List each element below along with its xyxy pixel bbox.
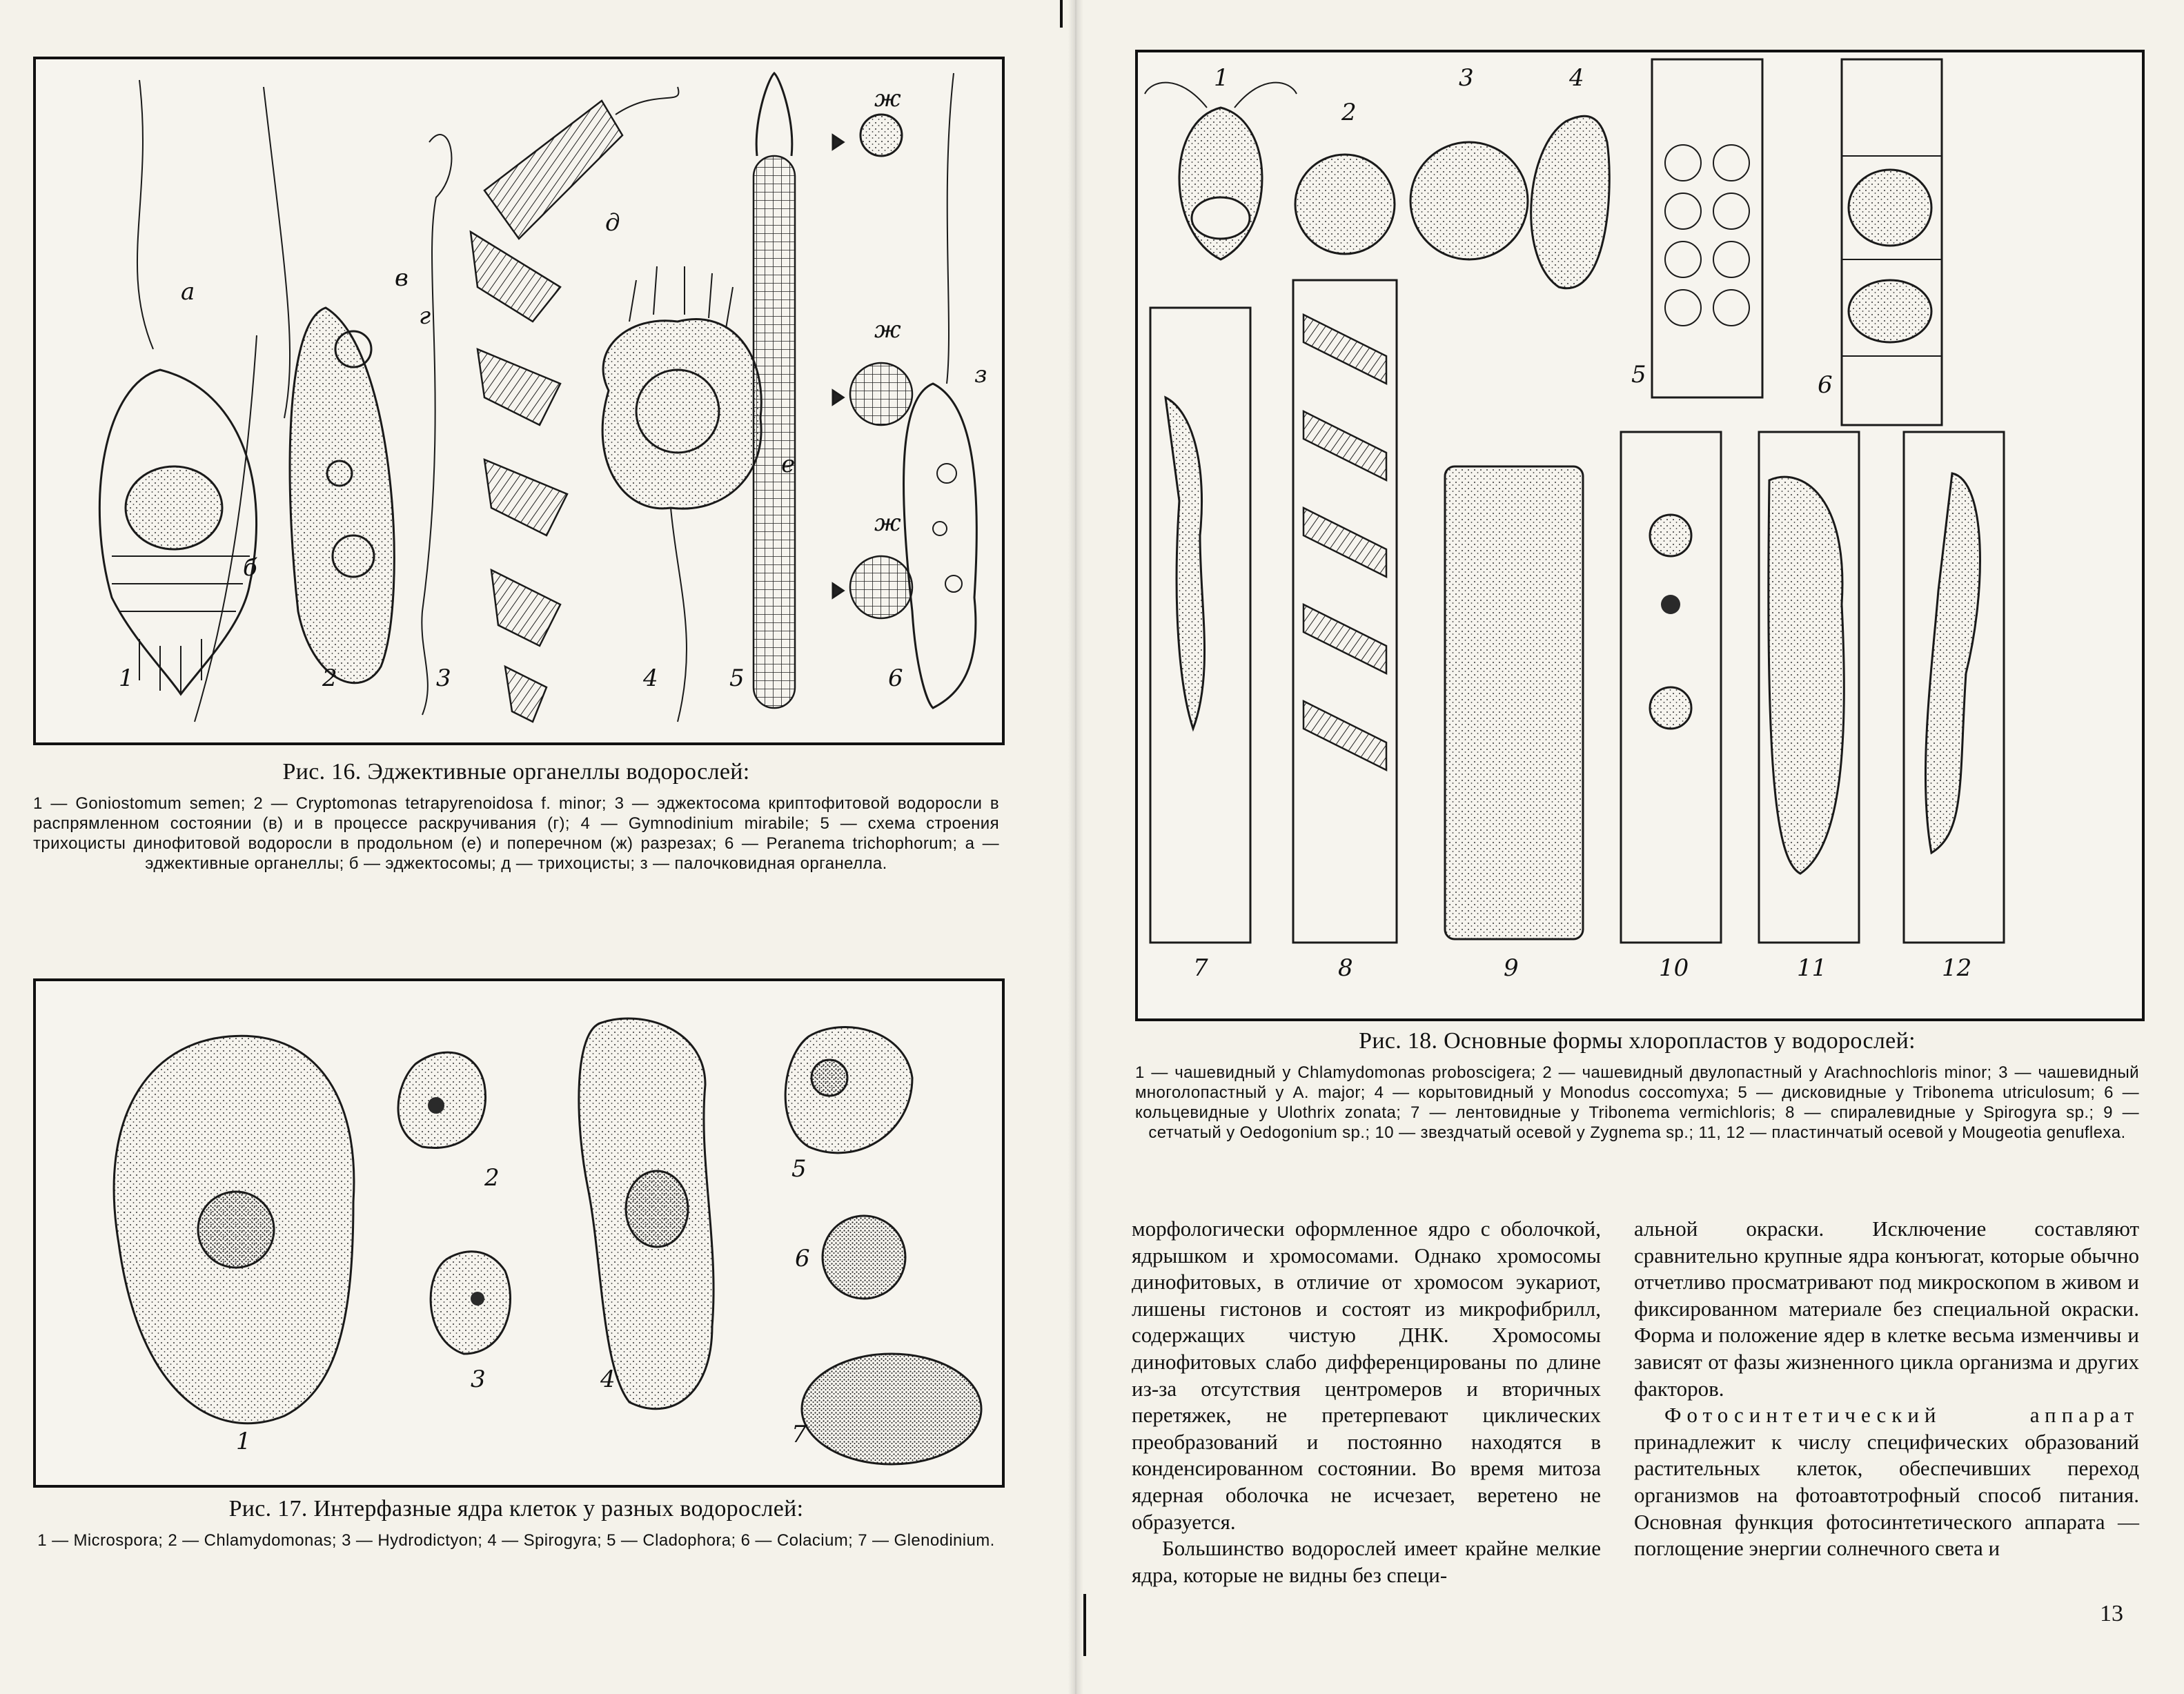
fig16-label-a: а (181, 278, 195, 306)
fig18-label-12: 12 (1942, 954, 1972, 982)
figure-16-title: Рис. 16. Эджективные органеллы водорослей: (282, 759, 750, 785)
body-column-left (1132, 1216, 1601, 1588)
fig16-label-e: е (781, 451, 796, 478)
body-paragraph-4-text: принадлежит к числу специфических образований растительных клеток, обеспечивших переход организмов на фотоавтотрофный способ питания. Основная функция фотосинтетического аппарата — поглощение энергии солнечного света и (1634, 1429, 2139, 1561)
body-paragraph-2: Большинство водорослей имеет крайне мелкие ядра, которые не видны без специ- (1132, 1536, 1601, 1587)
fig16-label-z: з (974, 361, 987, 388)
fig18-label-2: 2 (1341, 99, 1357, 126)
fig16-label-zh3: ж (874, 509, 901, 537)
figure-17-caption: 1 — Microspora; 2 — Chlamydomonas; 3 — Hydrodictyon; 4 — Spirogyra; 5 — Cladophora; 6 — Colacium; 7 — Glenodinium. (37, 1531, 995, 1550)
page-number: 13 (2100, 1601, 2123, 1626)
figure-16-illustration (36, 59, 1002, 742)
fig17-label-3: 3 (471, 1366, 486, 1393)
figure-17-illustration (36, 981, 1002, 1485)
fig16-label-5: 5 (729, 664, 745, 692)
fig18-label-7: 7 (1193, 954, 1208, 982)
photosynthetic-apparatus-term: Фотосинтетический аппарат (1664, 1403, 2139, 1428)
fig17-label-6: 6 (795, 1245, 810, 1272)
fig16-label-3: 3 (436, 664, 451, 692)
fig17-label-5: 5 (791, 1155, 807, 1183)
fig18-label-6: 6 (1818, 371, 1833, 399)
fig16-label-2: 2 (322, 664, 337, 692)
fig16-label-4: 4 (643, 664, 658, 692)
fig16-label-zh1: ж (874, 85, 901, 112)
figure-17-title: Рис. 17. Интерфазные ядра клеток у разных водорослей: (228, 1496, 804, 1521)
fig18-label-10: 10 (1659, 954, 1689, 982)
fig16-label-g: г (419, 302, 431, 330)
body-paragraph-4 (1634, 1402, 2139, 1562)
fig17-label-2: 2 (484, 1164, 500, 1192)
fig17-label-7: 7 (791, 1421, 807, 1448)
body-paragraph-1: морфологически оформленное ядро с оболочкой, ядрышком и хромосомами. Однако хромосомы динофитовых, в отличие от хромосом эукариот, лишены гистонов и состоят из микрофибрилл, содержащих чистую ДНК. Хромосомы динофитовых слабо дифференцированы по длине из-за отсутствия центромеров и вторичных перетяжек, не претерпевают циклических преобразований и постоянно находятся в конденсированном состоянии. Во время митоза ядерная оболочка не исчезает, веретено не образуется. (1132, 1217, 1601, 1534)
fig16-label-b: б (243, 554, 257, 582)
fig16-label-v: в (395, 264, 409, 292)
fig17-label-1: 1 (236, 1428, 251, 1455)
fig18-label-5: 5 (1631, 361, 1646, 388)
gutter-mark-top (1060, 0, 1063, 28)
fig18-label-9: 9 (1504, 954, 1519, 982)
body-column-right (1634, 1216, 2139, 1562)
fig18-label-4: 4 (1569, 64, 1584, 92)
figure-18-illustration (1138, 52, 2142, 1018)
fig18-label-3: 3 (1459, 64, 1474, 92)
fig16-label-d: д (605, 209, 620, 237)
fig17-label-4: 4 (600, 1366, 616, 1393)
figure-18-title: Рис. 18. Основные формы хлоропластов у водорослей: (1359, 1028, 1916, 1054)
figure-16-frame (33, 57, 1005, 745)
fig18-label-8: 8 (1338, 954, 1353, 982)
fig18-label-1: 1 (1214, 64, 1229, 92)
figure-17-frame (33, 978, 1005, 1488)
right-page (1076, 0, 2184, 1694)
fig18-label-11: 11 (1797, 954, 1827, 982)
fig16-label-1: 1 (119, 664, 134, 692)
fig16-label-6: 6 (888, 664, 903, 692)
figure-16-caption: 1 — Goniostomum semen; 2 — Cryptomonas tetrapyrenoidosa f. minor; 3 — эджектосома криптофитовой водоросли в распрямленном состоянии (в) и в процессе раскручивания (г); 4 — Gymnodinium mirabile; 5 — схема строения трихоцисты динофитовой водоросли в продольном (е) и поперечном (ж) разрезах; 6 — Peranema trichophorum; а — эджективные органеллы; б — эджектосомы; д — трихоцисты; з — палочковидная органелла. (33, 794, 999, 873)
fig16-label-zh2: ж (874, 316, 901, 344)
figure-18-caption: 1 — чашевидный у Chlamydomonas proboscigera; 2 — чашевидный двулопастный у Arachnochloris minor; 3 — чашевидный многолопастный у A. major; 4 — корытовидный у Monodus coccomyxa; 5 — дисковидные у Tribonema utriculosum; 6 — кольцевидные у Ulothrix zonata; 7 — лентовидные у Tribonema vermichloris; 8 — спиралевидные у Spirogyra sp.; 9 — сетчатый у Oedogonium sp.; 10 — звездчатый осевой у Zygnema sp.; 11, 12 — пластинчатый осевой у Mougeotia genuflexa. (1135, 1063, 2139, 1142)
left-page (0, 0, 1076, 1694)
body-paragraph-3: альной окраски. Исключение составляют сравнительно крупные ядра конъюгат, которые обычно отчетливо просматривают под микроскопом в живом и фиксированном материале без специальной окраски. Форма и положение ядер в клетке весьма изменчивы и зависят от фазы жизненного цикла организма и других факторов. (1634, 1217, 2139, 1401)
figure-18-frame (1135, 50, 2145, 1021)
